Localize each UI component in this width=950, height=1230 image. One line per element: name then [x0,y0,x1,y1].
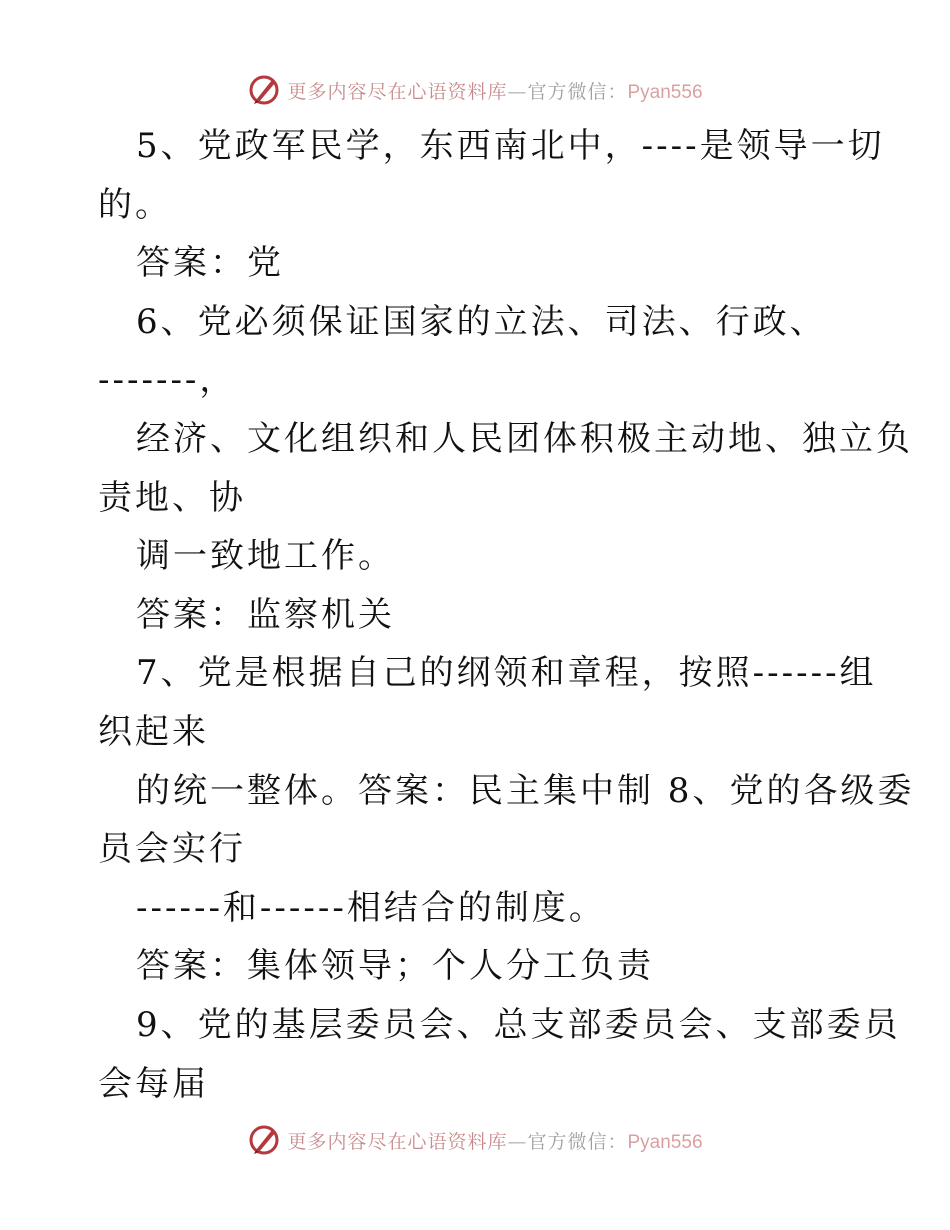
watermark-wechat-id: Pyan556 [627,1131,703,1153]
quill-logo-icon [247,1123,281,1157]
text-line: 织起来 [98,711,209,752]
text-line: 经济、文化组织和人民团体积极主动地、独立负 [136,418,913,459]
watermark-main: 更多内容尽在心语资料库 [287,1130,508,1153]
text-line: 9、党的基层委员会、总支部委员会、支部委员 [136,1004,901,1045]
footer-watermark [0,1120,950,1160]
watermark-text [287,77,702,104]
text-line: -------， [98,360,237,401]
text-line: 会每届 [98,1063,209,1104]
text-line: ------和------相结合的制度。 [136,887,606,928]
text-line: 6、党必须保证国家的立法、司法、行政、 [136,301,827,342]
watermark-separator: — [507,1130,528,1153]
text-line: 调一致地工作。 [136,536,395,577]
watermark-wechat-id: Pyan556 [627,81,703,103]
watermark-separator: — [507,80,528,103]
text-line: 的统一整体。答案：民主集中制 8、党的各级委 [136,770,915,811]
text-line: 5、党政军民学，东西南北中，----是领导一切 [136,126,885,166]
header-watermark [0,70,950,110]
watermark-content [247,73,702,107]
text-line: 答案：党 [136,243,284,284]
text-line: 责地、协 [98,477,246,518]
watermark-text [287,1127,702,1154]
text-line: 员会实行 [98,829,246,870]
quill-logo-icon [247,73,281,107]
text-line: 答案：监察机关 [136,594,395,635]
text-line: 的。 [98,184,172,225]
watermark-main: 更多内容尽在心语资料库 [287,80,508,103]
document-body [98,117,915,1113]
watermark-label: 官方微信： [527,1130,628,1153]
text-line: 7、党是根据自己的纲领和章程，按照------组 [136,653,877,694]
watermark-content [247,1123,702,1157]
watermark-label: 官方微信： [527,80,628,103]
text-line: 答案：集体领导；个人分工负责 [136,946,654,987]
